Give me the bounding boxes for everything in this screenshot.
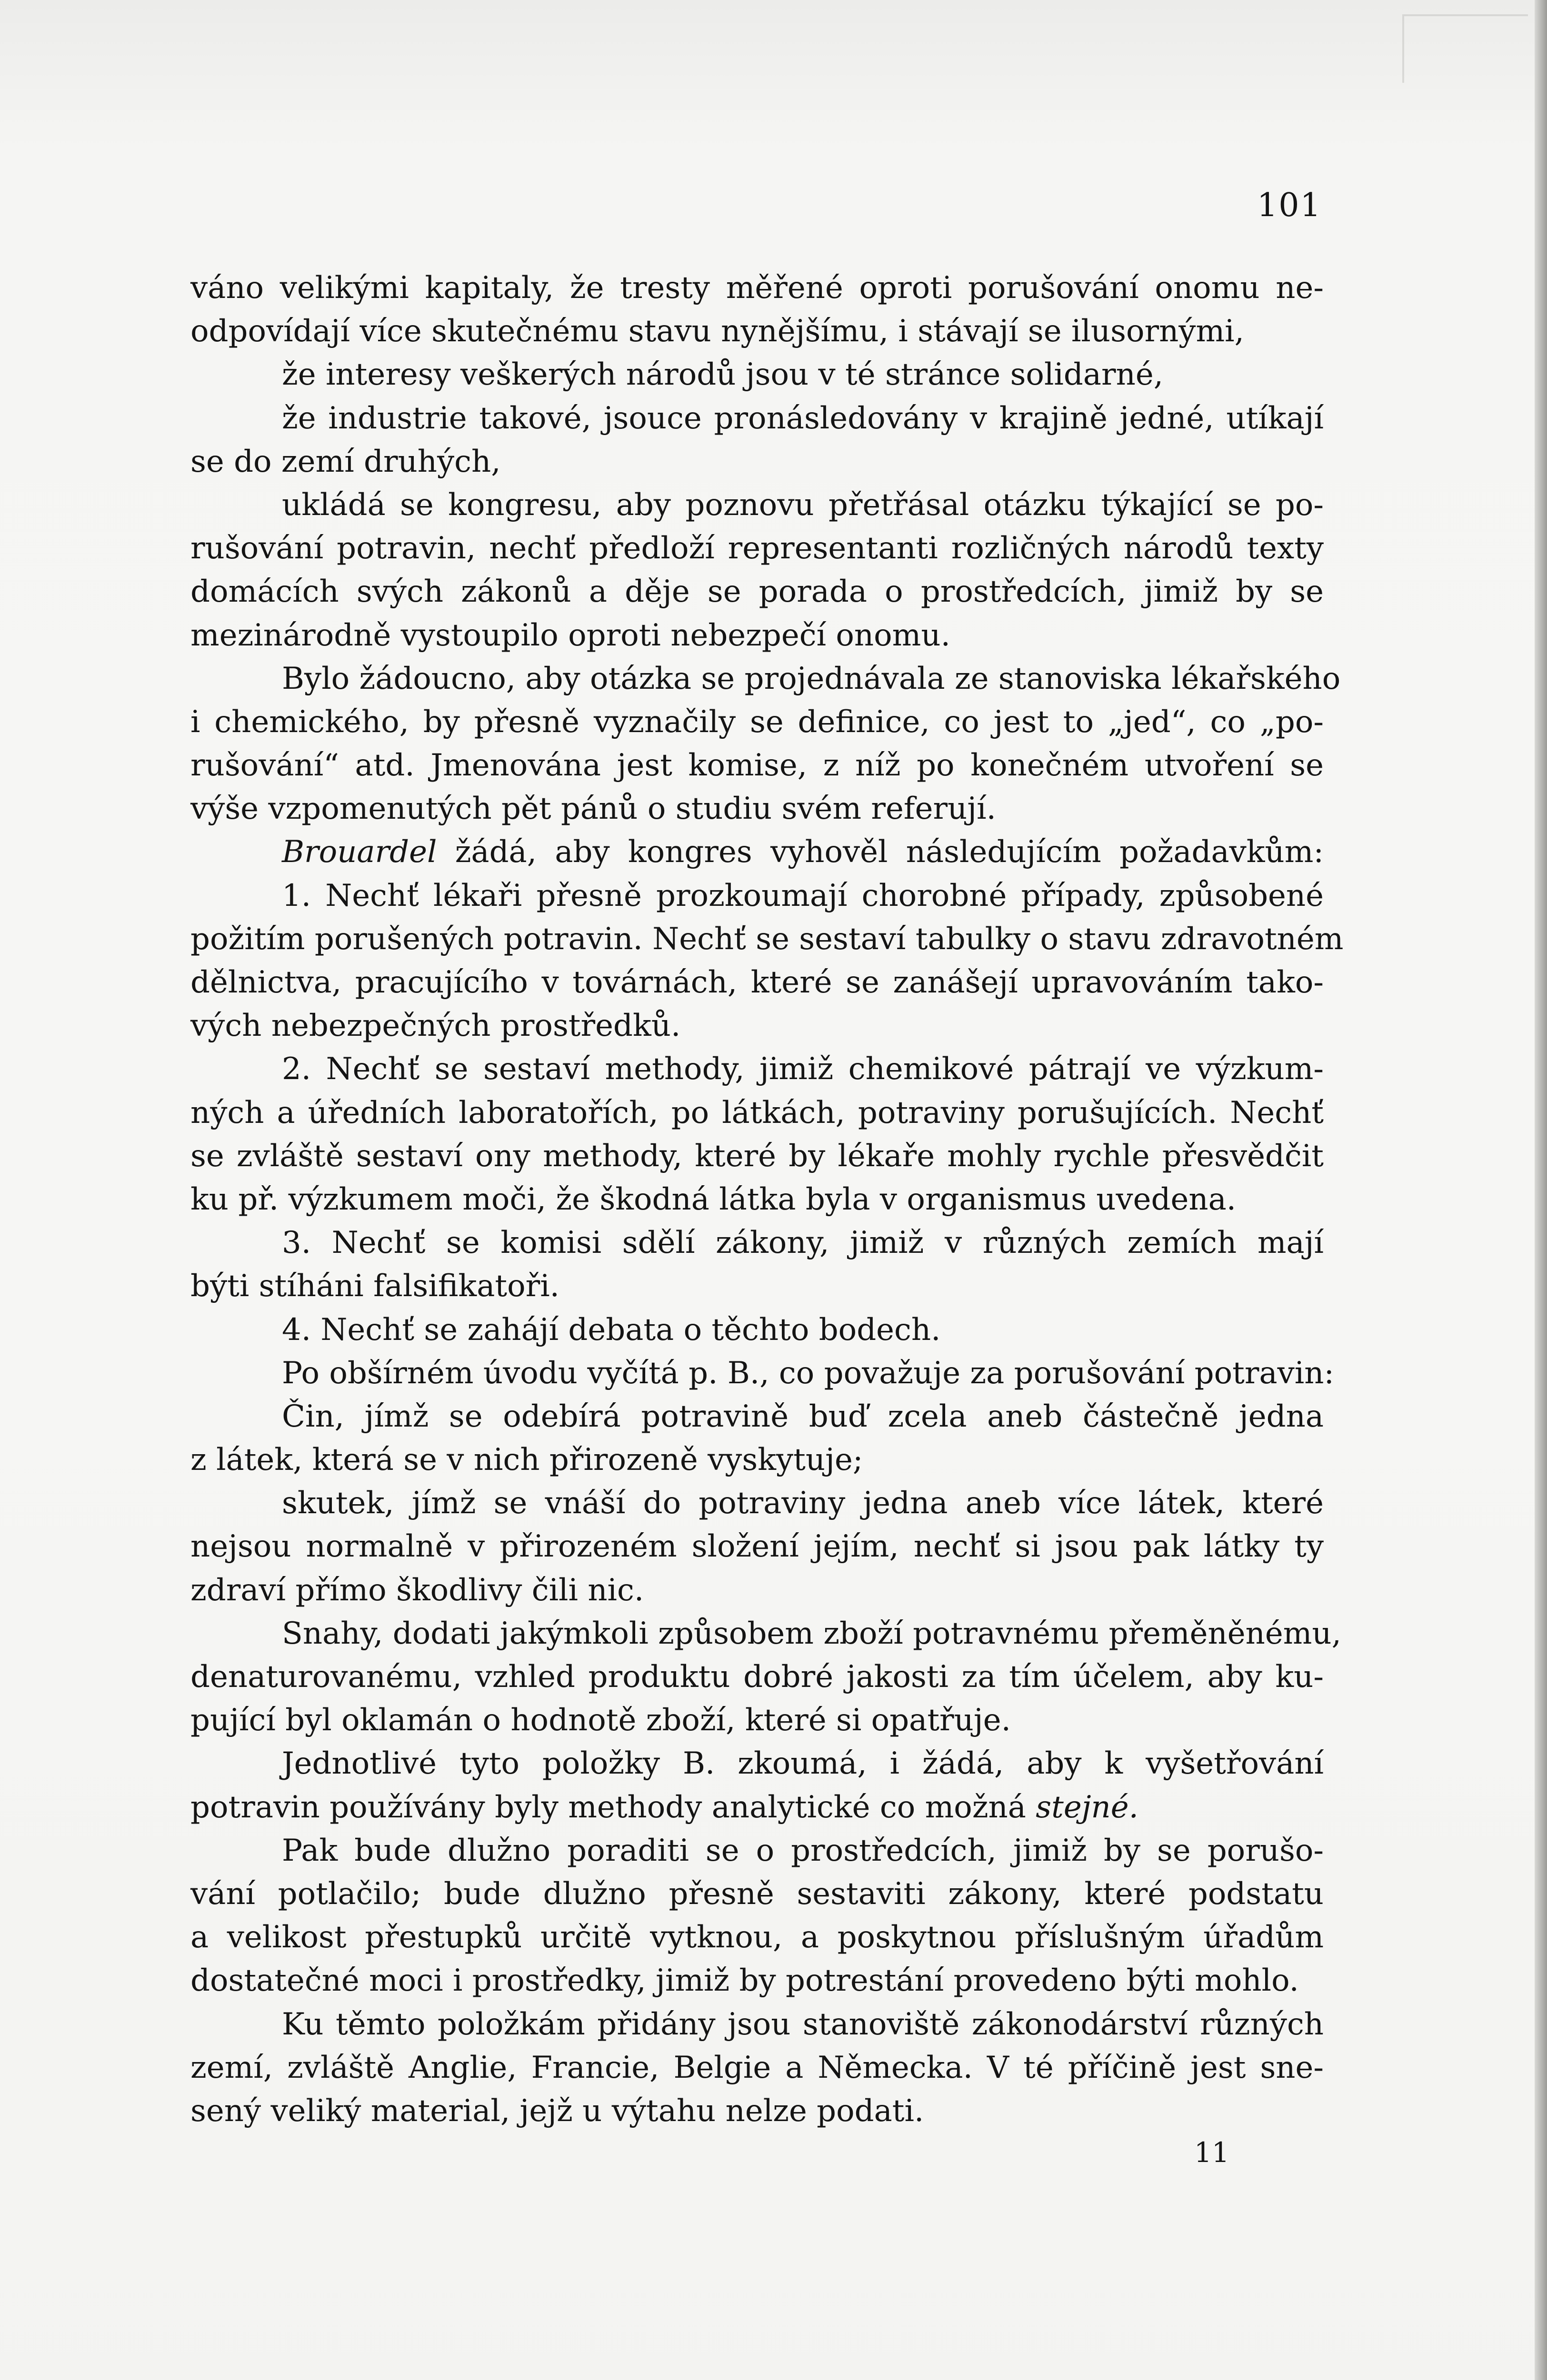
text-line — [190, 1742, 1324, 1785]
text-line — [190, 267, 1324, 310]
line-text: 2. Nechť se sestaví methody, jimiž chemikové pátrají ve výzkum- — [282, 1051, 1324, 1087]
line-text: rušování“ atd. Jmenována jest komise, z níž po konečném utvoření se — [190, 748, 1324, 783]
line-text: Čin, jímž se odebírá potravině buď zcela aneb částečně jedna — [282, 1398, 1324, 1434]
text-line — [190, 1525, 1324, 1568]
text-line — [190, 2090, 1324, 2133]
italic-name: Brouardel — [282, 834, 437, 870]
line-text: rušování potravin, nechť předloží representanti rozličných národů texty — [190, 531, 1324, 566]
line-text: potravin používány byly methody analytické co možná — [190, 1789, 1036, 1825]
text-line — [190, 1178, 1324, 1221]
text-line — [190, 657, 1341, 701]
line-text: a velikost přestupků určitě vytknou, a poskytnou příslušným úřadům — [190, 1920, 1324, 1955]
line-text: i chemického, by přesně vyznačily se definice, co jest to „jed“, co „po- — [190, 704, 1324, 740]
line-text: že industrie takové, jsouce pronásledovány v krajině jedné, utíkají — [282, 400, 1324, 436]
page-edge-shadow — [1535, 0, 1547, 2380]
text-line — [190, 1395, 1324, 1438]
text-line — [190, 1786, 1324, 1829]
line-text: dělnictva, pracujícího v továrnách, které se zanášejí upravováním tako- — [190, 965, 1324, 1000]
line-text: 3. Nechť se komisi sdělí zákony, jimiž v různých zemích mají — [282, 1225, 1324, 1261]
text-line — [190, 1873, 1324, 1916]
line-text: skutek, jímž se vnáší do potraviny jedna aneb více látek, které — [282, 1486, 1324, 1521]
text-line — [190, 440, 1324, 484]
text-line — [190, 1048, 1324, 1091]
line-text: že interesy veškerých národů jsou v té stránce solidarné, — [282, 357, 1164, 393]
line-text: zemí, zvláště Anglie, Francie, Belgie a Německa. V té příčině jest sne- — [190, 2050, 1324, 2085]
line-text: Ku těmto položkám přidány jsou stanoviště zákonodárství různých — [282, 2006, 1324, 2042]
text-line — [190, 2046, 1324, 2090]
text-line — [190, 1352, 1335, 1395]
text-line — [190, 570, 1324, 614]
text-line — [190, 1959, 1324, 2003]
line-text: zdraví přímo škodlivy čili nic. — [190, 1572, 644, 1608]
text-line — [190, 310, 1324, 353]
line-text: ku př. výzkumem moči, že škodná látka byla v organismus uvedena. — [190, 1181, 1237, 1217]
line-text: 4. Nechť se zahájí debata o těchto bodech. — [282, 1312, 941, 1348]
line-text: odpovídají více skutečnému stavu nynějšímu, i stávají se ilusornými, — [190, 314, 1244, 349]
body-text — [190, 267, 1344, 2133]
line-text: vání potlačilo; bude dlužno přesně sestaviti zákony, které podstatu — [190, 1876, 1324, 1912]
text-line — [190, 1699, 1324, 1742]
line-text: žádá, aby kongres vyhověl následujícím požadavkům: — [437, 834, 1324, 870]
text-line — [190, 831, 1324, 874]
text-line — [190, 1916, 1324, 1959]
text-line — [190, 1482, 1324, 1525]
text-line — [190, 527, 1324, 570]
line-text: ných a úředních laboratořích, po látkách, potraviny porušujících. Nechť — [190, 1095, 1324, 1130]
text-line — [190, 614, 1324, 657]
page-number: 101 — [1257, 187, 1322, 224]
line-text: ukládá se kongresu, aby poznovu přetřásal otázku týkající se po- — [282, 487, 1324, 523]
text-line — [190, 1221, 1324, 1265]
text-line — [190, 1004, 1324, 1048]
text-line — [190, 701, 1324, 744]
text-line — [190, 397, 1324, 440]
line-text: sený veliký material, jejž u výtahu nelze podati. — [190, 2093, 924, 2129]
text-line — [190, 1569, 1324, 1612]
text-line — [190, 484, 1324, 527]
line-text: domácích svých zákonů a děje se porada o prostředcích, jimiž by se — [190, 574, 1324, 610]
text-line — [190, 2003, 1324, 2046]
line-text: Pak bude dlužno poraditi se o prostředcích, jimiž by se porušo- — [282, 1833, 1324, 1868]
text-line — [190, 1265, 1324, 1308]
line-text: pující byl oklamán o hodnotě zboží, které si opatřuje. — [190, 1703, 1011, 1738]
text-line — [190, 961, 1324, 1004]
text-line — [190, 744, 1324, 787]
italic-emphasis: stejné. — [1036, 1789, 1138, 1825]
line-text: dostatečné moci i prostředky, jimiž by potrestání provedeno býti mohlo. — [190, 1963, 1299, 1999]
line-text: Snahy, dodati jakýmkoli způsobem zboží potravnému přeměněnému, — [282, 1616, 1341, 1651]
line-text: Bylo žádoucno, aby otázka se projednávala ze stanoviska lékařského — [282, 661, 1341, 696]
text-line — [190, 874, 1324, 918]
text-line — [190, 918, 1344, 961]
signature-mark: 11 — [1194, 2136, 1229, 2169]
line-text: výše vzpomenutých pět pánů o studiu svém referují. — [190, 791, 996, 827]
line-text: býti stíháni falsifikatoři. — [190, 1269, 559, 1304]
text-line — [190, 787, 1324, 831]
line-text: se zvláště sestaví ony methody, které by lékaře mohly rychle přesvědčit — [190, 1138, 1324, 1174]
line-text: denaturovanému, vzhled produktu dobré jakosti za tím účelem, aby ku- — [190, 1659, 1324, 1695]
text-line — [190, 1656, 1324, 1699]
text-line — [190, 353, 1324, 397]
line-text: požitím porušených potravin. Nechť se sestaví tabulky o stavu zdravotném — [190, 921, 1344, 957]
line-text: váno velikými kapitaly, že tresty měřené oproti porušování onomu ne- — [190, 270, 1324, 306]
line-text: nejsou normalně v přirozeném složení jejím, nechť si jsou pak látky ty — [190, 1529, 1324, 1565]
text-line — [190, 1612, 1341, 1656]
line-text: mezinárodně vystoupilo oproti nebezpečí onomu. — [190, 617, 950, 653]
text-line — [190, 1438, 1324, 1482]
text-line — [190, 1091, 1324, 1135]
text-line — [190, 1309, 1324, 1352]
line-text: z látek, která se v nich přirozeně vyskytuje; — [190, 1442, 863, 1478]
scan-corner-mark — [1402, 14, 1528, 83]
text-line — [190, 1829, 1324, 1873]
line-text: Jednotlivé tyto položky B. zkoumá, i žádá, aby k vyšetřování — [282, 1746, 1324, 1782]
text-line — [190, 1135, 1324, 1178]
line-text: Po obšírném úvodu vyčítá p. B., co považuje za porušování potravin: — [282, 1355, 1335, 1391]
line-text: 1. Nechť lékaři přesně prozkoumají chorobné případy, způsobené — [282, 878, 1324, 913]
line-text: vých nebezpečných prostředků. — [190, 1008, 681, 1044]
line-text: se do zemí druhých, — [190, 444, 501, 479]
